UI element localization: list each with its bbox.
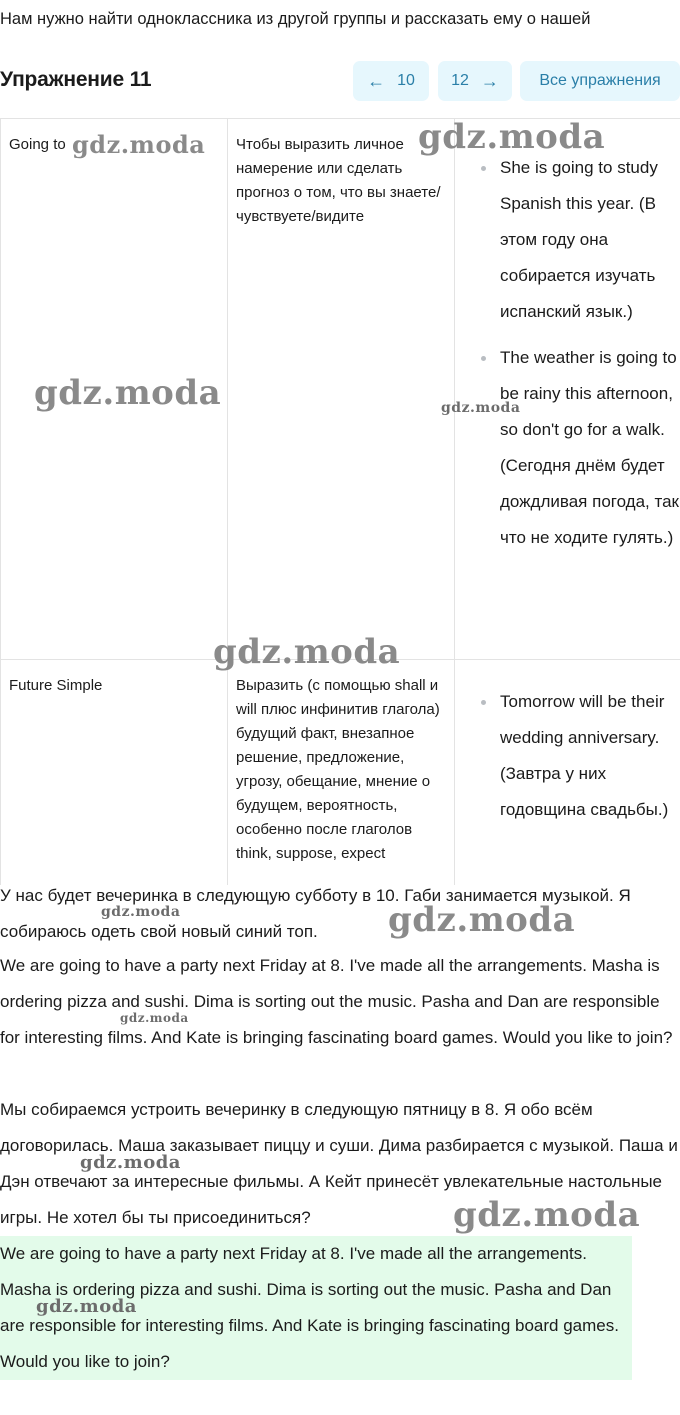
tense-name: Future Simple [9, 677, 103, 694]
watermark: gdz.moda [72, 130, 206, 159]
table-row [1, 119, 680, 660]
next-exercise-button[interactable] [438, 61, 512, 101]
arrow-left-icon: ← [367, 71, 386, 91]
prev-exercise-number: 10 [397, 72, 415, 89]
watermark: gdz.moda [441, 400, 521, 416]
examples-list [455, 660, 680, 828]
watermark: gdz.moda [213, 632, 401, 672]
grammar-table-scroll[interactable] [0, 118, 680, 885]
tense-description: Чтобы выразить личное намерение или сделать прогноз о том, что вы знаете/чувствуете/видите [236, 136, 441, 225]
table-row [1, 660, 680, 886]
paragraph-english: We are going to have a party next Friday at 8. I've made all the arrangements. Masha is ordering pizza and sushi. Dima is sorting out the music. Pasha and Dan are responsible for interesting films. And Kate is bringing fascinating board games. Would you like to join? [0, 956, 673, 1047]
all-exercises-button[interactable]: Все упражнения [520, 61, 680, 101]
watermark: gdz.moda [120, 1011, 189, 1025]
exercise-title: Упражнение 11 [0, 68, 152, 91]
intro-line: Нам нужно найти одноклассника из другой группы и рассказать ему о нашей [0, 10, 591, 28]
tense-description: Выразить (с помощью shall и will плюс инфинитив глагола) будущий факт, внезапное решение, предложение, угрозу, обещание, мнение о будущем, вероятность, особенно после глаголов think, suppose, expect [236, 677, 440, 862]
watermark: gdz.moda [36, 1296, 137, 1317]
grammar-table [0, 118, 680, 885]
list-item: The weather is going to be rainy this afternoon, so don't go for a walk. (Сегодня днём будет дождливая погода, так что не ходите гулять.) [500, 340, 679, 556]
paragraph-russian-draft: У нас будет вечеринка в следующую субботу в 10. Габи занимается музыкой. Я собираюсь одеть свой новый синий топ. [0, 886, 631, 941]
list-item: Tomorrow will be their wedding anniversary. (Завтра у них годовщина свадьбы.) [500, 684, 679, 828]
prev-exercise-button[interactable] [353, 61, 429, 101]
arrow-right-icon: → [480, 71, 499, 91]
watermark: gdz.moda [453, 1195, 641, 1235]
next-exercise-number: 12 [451, 72, 469, 89]
watermark: gdz.moda [34, 373, 222, 413]
watermark: gdz.moda [418, 117, 606, 157]
list-item: She is going to study Spanish this year. (В этом году она собирается изучать испанский язык.) [500, 150, 679, 330]
paragraph-russian-translation: Мы собираемся устроить вечеринку в следующую пятницу в 8. Я обо всём договорилась. Маша заказывает пиццу и суши. Дима разбирается с музыкой. Паша и Дэн отвечают за интересные фильмы. А Кейт принесёт увлекательные настольные игры. Не хотел бы ты присоединиться? [0, 1100, 678, 1227]
watermark: gdz.moda [80, 1152, 181, 1173]
highlighted-answer: We are going to have a party next Friday at 8. I've made all the arrangements. Masha is ordering pizza and sushi. Dima is sorting out the music. Pasha and Dan are responsible for interesting films. And Kate is bringing fascinating board games. Would you like to join? [0, 1236, 632, 1380]
examples-list [455, 119, 680, 556]
tense-name: Going to [9, 136, 66, 153]
exercise-header [0, 60, 680, 102]
watermark: gdz.moda [101, 904, 181, 920]
watermark: gdz.moda [388, 900, 576, 940]
